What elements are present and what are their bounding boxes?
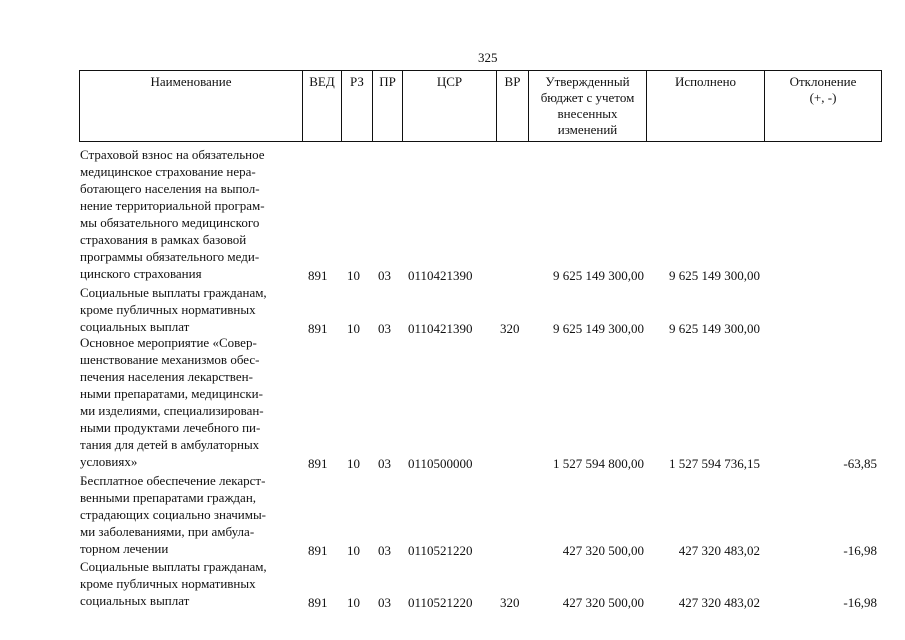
row-name-line: венными препаратами граждан, xyxy=(80,490,257,505)
row-pr: 03 xyxy=(378,268,391,283)
row-name-line: ными продуктами лечебного пи- xyxy=(80,420,261,435)
header-ved: ВЕД xyxy=(303,71,342,142)
row-csr: 0110421390 xyxy=(408,268,473,283)
row-rz: 10 xyxy=(347,543,360,558)
header-deviation-line: Отклонение xyxy=(789,74,857,89)
row-executed: 9 625 149 300,00 xyxy=(669,268,760,283)
row-name-line: ботающего населения на выпол- xyxy=(80,181,260,196)
row-name xyxy=(80,334,302,470)
row-name-line: печения населения лекарствен- xyxy=(80,369,253,384)
row-ved: 891 xyxy=(308,456,328,471)
row-name xyxy=(80,284,302,335)
row-name-line: шенствование механизмов обес- xyxy=(80,352,260,367)
row-ved: 891 xyxy=(308,321,328,336)
row-name-line: Социальные выплаты гражданам, xyxy=(80,559,267,574)
row-rz: 10 xyxy=(347,456,360,471)
header-name: Наименование xyxy=(80,71,303,142)
row-csr: 0110421390 xyxy=(408,321,473,336)
row-executed: 9 625 149 300,00 xyxy=(669,321,760,336)
header-pr: ПР xyxy=(373,71,403,142)
header-vr: ВР xyxy=(497,71,529,142)
header-budget-line: внесенных xyxy=(557,106,618,121)
row-name-line: Бесплатное обеспечение лекарст- xyxy=(80,473,266,488)
row-executed: 427 320 483,02 xyxy=(678,595,760,610)
header-deviation-line: (+, -) xyxy=(809,90,837,105)
row-rz: 10 xyxy=(347,321,360,336)
row-name-line: мы обязательного медицинского xyxy=(80,215,260,230)
row-name-line: медицинское страхование нера- xyxy=(80,164,256,179)
row-name xyxy=(80,558,302,609)
row-pr: 03 xyxy=(378,321,391,336)
row-name xyxy=(80,146,302,282)
row-rz: 10 xyxy=(347,595,360,610)
row-deviation: -63,85 xyxy=(843,456,877,471)
row-budget: 1 527 594 800,00 xyxy=(553,456,644,471)
row-csr: 0110521220 xyxy=(408,543,473,558)
row-name-line: кроме публичных нормативных xyxy=(80,302,256,317)
row-name-line: страдающих социально значимы- xyxy=(80,507,267,522)
header-budget-line: Утвержденный xyxy=(545,74,630,89)
row-name-line: ми изделиями, специализирован- xyxy=(80,403,264,418)
row-name-line: торном лечении xyxy=(80,541,169,556)
row-name-line: социальных выплат xyxy=(80,319,190,334)
row-budget: 9 625 149 300,00 xyxy=(553,321,644,336)
row-ved: 891 xyxy=(308,543,328,558)
header-executed: Исполнено xyxy=(647,71,765,142)
header-csr: ЦСР xyxy=(403,71,497,142)
row-name-line: нение территориальной програм- xyxy=(80,198,265,213)
row-name-line: программы обязательного меди- xyxy=(80,249,260,264)
row-executed: 1 527 594 736,15 xyxy=(669,456,760,471)
row-name-line: Основное мероприятие «Совер- xyxy=(80,335,257,350)
row-name-line: тания для детей в амбулаторных xyxy=(80,437,260,452)
row-rz: 10 xyxy=(347,268,360,283)
row-budget: 427 320 500,00 xyxy=(562,543,644,558)
row-pr: 03 xyxy=(378,456,391,471)
row-ved: 891 xyxy=(308,268,328,283)
row-pr: 03 xyxy=(378,543,391,558)
header-rz: РЗ xyxy=(342,71,373,142)
row-name-line: Страховой взнос на обязательное xyxy=(80,147,265,162)
row-pr: 03 xyxy=(378,595,391,610)
row-csr: 0110521220 xyxy=(408,595,473,610)
row-budget: 427 320 500,00 xyxy=(562,595,644,610)
row-name-line: кроме публичных нормативных xyxy=(80,576,256,591)
header-budget-line: изменений xyxy=(557,122,618,137)
row-budget: 9 625 149 300,00 xyxy=(553,268,644,283)
page-number: 325 xyxy=(478,50,498,65)
row-name-line: цинского страхования xyxy=(80,266,202,281)
row-vr: 320 xyxy=(500,321,520,336)
row-ved: 891 xyxy=(308,595,328,610)
row-name-line: социальных выплат xyxy=(80,593,190,608)
row-name xyxy=(80,472,302,557)
row-deviation: -16,98 xyxy=(843,595,877,610)
row-executed: 427 320 483,02 xyxy=(678,543,760,558)
row-name-line: ными препаратами, медицински- xyxy=(80,386,263,401)
row-name-line: Социальные выплаты гражданам, xyxy=(80,285,267,300)
row-name-line: ми заболеваниями, при амбула- xyxy=(80,524,255,539)
row-name-line: условиях» xyxy=(80,454,138,469)
row-deviation: -16,98 xyxy=(843,543,877,558)
row-vr: 320 xyxy=(500,595,520,610)
header-budget-line: бюджет с учетом xyxy=(540,90,635,105)
row-name-line: страхования в рамках базовой xyxy=(80,232,247,247)
row-csr: 0110500000 xyxy=(408,456,473,471)
